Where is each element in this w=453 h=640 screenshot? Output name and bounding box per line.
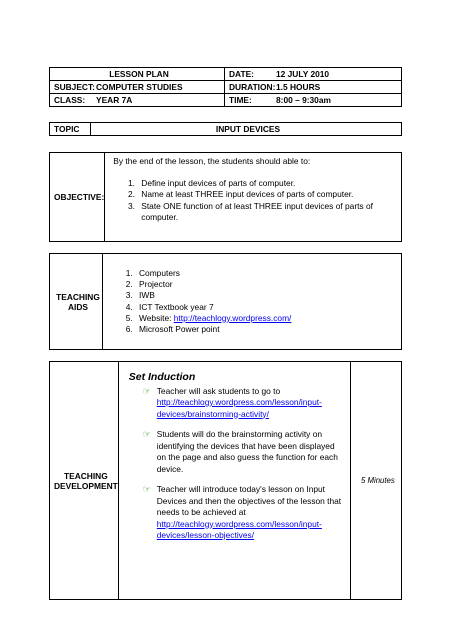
bullet1-text: Teacher will ask students to go to xyxy=(156,385,281,396)
objective-item: 3. State ONE function of at least THREE input devices of parts of computer. xyxy=(137,201,393,224)
topic-label: TOPIC xyxy=(50,123,91,136)
website-label: Website: xyxy=(139,312,174,323)
class-cell xyxy=(50,94,225,107)
bullet2-text: Students will do the brainstorming activity on identifying the devices that have been displayed on the page and also guess the function for each device. xyxy=(156,429,338,474)
subject-value: COMPUTER STUDIES xyxy=(96,82,183,92)
aid-item: 3. IWB xyxy=(135,290,393,301)
lesson-plan-title: LESSON PLAN xyxy=(50,68,225,81)
objective-item: 2. Name at least THREE input devices of parts of computer. xyxy=(137,189,393,201)
duration-value: 1.5 HOURS xyxy=(276,82,321,92)
date-label: DATE: xyxy=(229,69,254,79)
website-link[interactable]: http://teachlogy.wordpress.com/ xyxy=(173,312,292,323)
aid-item: 2. Projector xyxy=(135,279,393,290)
subject-cell xyxy=(50,81,225,94)
objective-label: OBJECTIVE: xyxy=(50,153,105,242)
time-label: TIME: xyxy=(229,95,252,105)
pointing-hand-icon: ☞ xyxy=(142,429,151,439)
teaching-development-label-line1: TEACHING xyxy=(64,470,108,481)
duration-label: DURATION: xyxy=(229,82,276,92)
date-cell xyxy=(225,68,402,81)
class-value: YEAR 7A xyxy=(96,95,133,105)
objective-list xyxy=(113,178,393,224)
topic-value: INPUT DEVICES xyxy=(91,123,402,136)
header-table xyxy=(49,67,402,107)
development-bullet xyxy=(129,386,346,421)
aid-item: 4. ICT Textbook year 7 xyxy=(135,302,393,313)
teaching-aids-list xyxy=(111,268,393,336)
teaching-aids-label xyxy=(50,254,103,350)
teaching-aids-label-line1: TEACHING xyxy=(56,291,100,302)
teaching-development-table xyxy=(49,361,402,600)
objective-content xyxy=(105,153,402,242)
teaching-development-content xyxy=(118,362,350,600)
bullet3-text: Teacher will introduce today's lesson on Input Devices and then the objectives of the lesson that needs to be achieved at xyxy=(156,484,342,517)
class-label: CLASS: xyxy=(54,95,86,105)
development-bullet xyxy=(129,484,346,542)
teaching-aids-label-line2: AIDS xyxy=(67,301,88,312)
teaching-development-label-line2: DEVELOPMENT xyxy=(54,480,118,491)
bullet1-link-line1[interactable]: http://teachlogy.wordpress.com/lesson/input- xyxy=(156,397,322,407)
objective-item: 1. Define input devices of parts of computer. xyxy=(137,178,393,190)
pointing-hand-icon: ☞ xyxy=(142,385,151,396)
time-value: 8:00 – 9:30am xyxy=(276,95,331,105)
bullet1-link-line2[interactable]: devices/brainstorming-activity/ xyxy=(156,408,269,419)
pointing-hand-icon: ☞ xyxy=(142,484,151,494)
bullet3-link-line1[interactable]: http://teachlogy.wordpress.com/lesson/input- xyxy=(156,518,322,529)
time-cell xyxy=(225,94,402,107)
teaching-development-label xyxy=(50,362,119,600)
duration-cell: 5 Minutes xyxy=(350,362,401,600)
teaching-aids-content xyxy=(103,254,402,350)
duration-cell xyxy=(225,81,402,94)
aid-item: 1. Computers xyxy=(135,268,393,279)
objective-table xyxy=(49,152,402,242)
aid-item-website xyxy=(135,313,393,324)
teaching-aids-table xyxy=(49,253,402,350)
set-induction-heading: Set Induction xyxy=(128,371,196,383)
topic-table xyxy=(49,122,402,136)
date-value: 12 JULY 2010 xyxy=(276,69,330,79)
development-bullet xyxy=(129,429,346,475)
objective-intro: By the end of the lesson, the students should able to: xyxy=(113,156,311,166)
bullet3-link-line2[interactable]: devices/lesson-objectives/ xyxy=(156,530,255,540)
subject-label: SUBJECT: xyxy=(54,82,95,92)
aid-item: 6. Microsoft Power point xyxy=(135,324,393,335)
